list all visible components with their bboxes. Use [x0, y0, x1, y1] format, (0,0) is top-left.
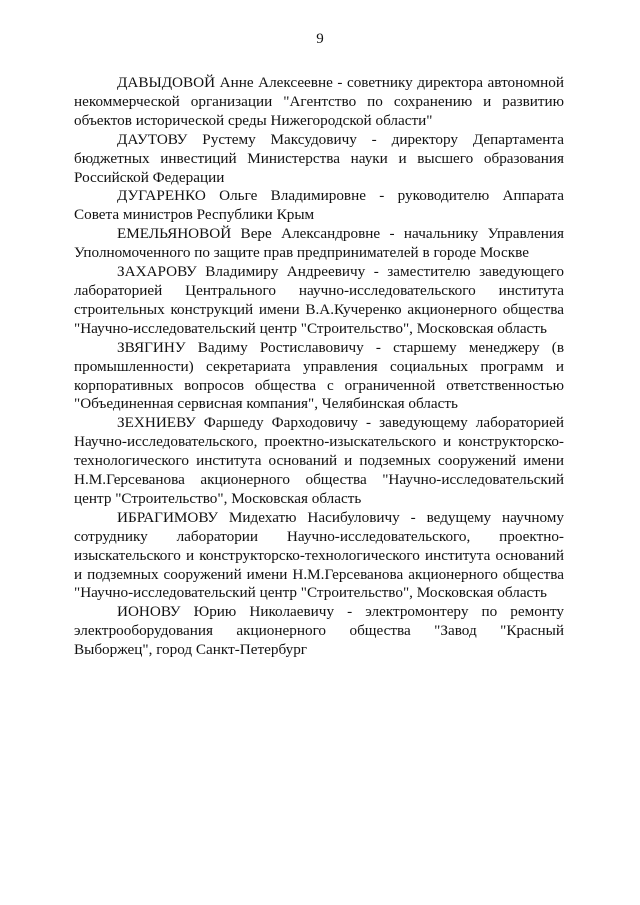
award-list [74, 74, 564, 660]
list-entry-davydova: ДАВЫДОВОЙ Анне Алексеевне - советнику директора автономной некоммерческой организации "Агентство по сохранению и развитию объектов исторической среды Нижегородской области" [74, 74, 564, 129]
list-entry-zekhniev: ЗЕХНИЕВУ Фаршеду Фарходовичу - заведующему лабораторией Научно-исследовательского, проектно-изыскательского и конструкторско-технологического института оснований и подземных сооружений имени Н.М.Герсеванова акционерного общества "Научно-исследовательский центр "Строительство", Московская область [74, 414, 564, 507]
list-entry-ionov: ИОНОВУ Юрию Николаевичу - электромонтеру по ремонту электрооборудования акционерного общества "Завод "Красный Выборжец", город Санкт-Петербург [74, 603, 564, 659]
list-entry-zakharov: ЗАХАРОВУ Владимиру Андреевичу - заместителю заведующего лабораторией Центрального научно-исследовательского института строительных конструкций имени В.А.Кучеренко акционерного общества "Научно-исследовательский центр "Строительство", Московская область [74, 263, 564, 337]
list-entry-dautov: ДАУТОВУ Рустему Максудовичу - директору Департамента бюджетных инвестиций Министерства науки и высшего образования Российской Федерации [74, 130, 564, 186]
list-entry-dugarenko: ДУГАРЕНКО Ольге Владимировне - руководителю Аппарата Совета министров Республики Крым [74, 187, 564, 224]
list-entry-zvyagin: ЗВЯГИНУ Вадиму Ростиславовичу - старшему менеджеру (в промышленности) секретариата управления социальных программ и корпоративных вопросов общества с ограниченной ответственностью "Объединенная сервисная компания", Челябинская область [74, 338, 564, 413]
list-entry-ibragimov: ИБРАГИМОВУ Мидехатю Насибуловичу - ведущему научному сотруднику лаборатории Научно-исследовательского, проектно-изыскательского и конструкторско-технологического института оснований и подземных сооружений имени Н.М.Герсеванова акционерного общества "Научно-исследовательский центр "Строительство", Московская область [74, 508, 564, 602]
list-entry-emelyanova: ЕМЕЛЬЯНОВОЙ Вере Александровне - начальнику Управления Уполномоченного по защите прав предпринимателей в городе Москве [74, 225, 564, 262]
page-number: 9 [316, 31, 324, 47]
